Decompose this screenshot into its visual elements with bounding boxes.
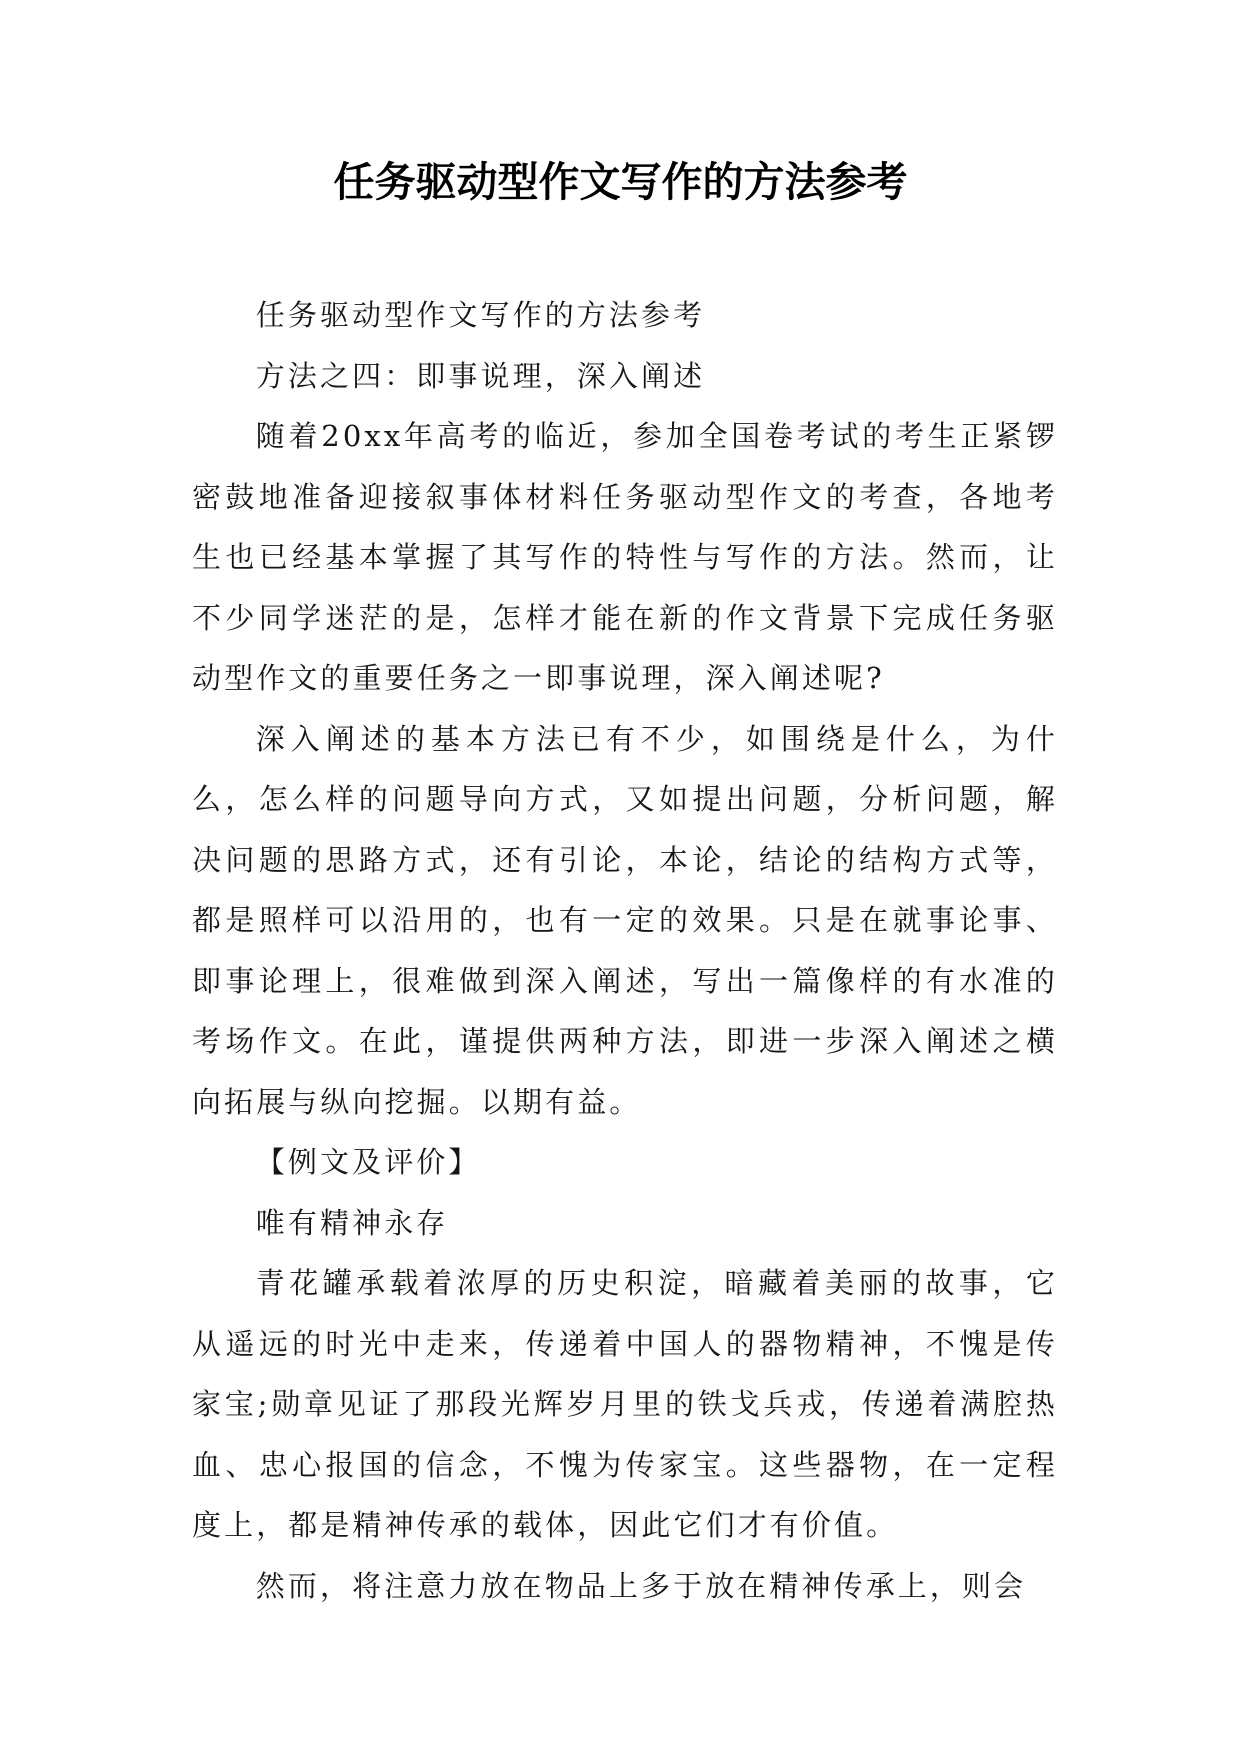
body-paragraph: 然而，将注意力放在物品上多于放在精神传承上，则会 <box>255 1568 1027 1603</box>
section-heading: 【例文及评价】 <box>255 1145 481 1179</box>
document-title: 任务驱动型作文写作的方法参考 <box>333 158 908 206</box>
document-body <box>192 285 1058 1616</box>
subtitle-paragraph: 任务驱动型作文写作的方法参考 <box>255 298 706 332</box>
method-heading: 方法之四：即事说理，深入阐述 <box>255 358 706 393</box>
body-paragraph: 青花罐承载着浓厚的历史积淀，暗藏着美丽的故事，它从遥远的时光中走来，传递着中国人的器物精神，不愧是传家宝;勋章见证了那段光辉岁月里的铁戈兵戎，传递着满腔热血、忠心报国的信念，不愧为传家宝。这些器物，在一定程度上，都是精神传承的载体，因此它们才有价值。 <box>192 1266 1058 1542</box>
body-paragraph: 深入阐述的基本方法已有不少，如围绕是什么，为什么，怎么样的问题导向方式，又如提出问题，分析问题，解决问题的思路方式，还有引论，本论，结论的结构方式等，都是照样可以沿用的，也有一定的效果。只是在就事论事、即事论理上，很难做到深入阐述，写出一篇像样的有水准的考场作文。在此，谨提供两种方法，即进一步深入阐述之横向拓展与纵向挖掘。以期有益。 <box>192 721 1058 1119</box>
body-paragraph: 随着20xx年高考的临近，参加全国卷考试的考生正紧锣密鼓地准备迎接叙事体材料任务驱动型作文的考查，各地考生也已经基本掌握了其写作的特性与写作的方法。然而，让不少同学迷茫的是，怎样才能在新的作文背景下完成任务驱动型作文的重要任务之一即事说理，深入阐述呢? <box>192 419 1058 695</box>
essay-title: 唯有精神永存 <box>255 1205 449 1240</box>
